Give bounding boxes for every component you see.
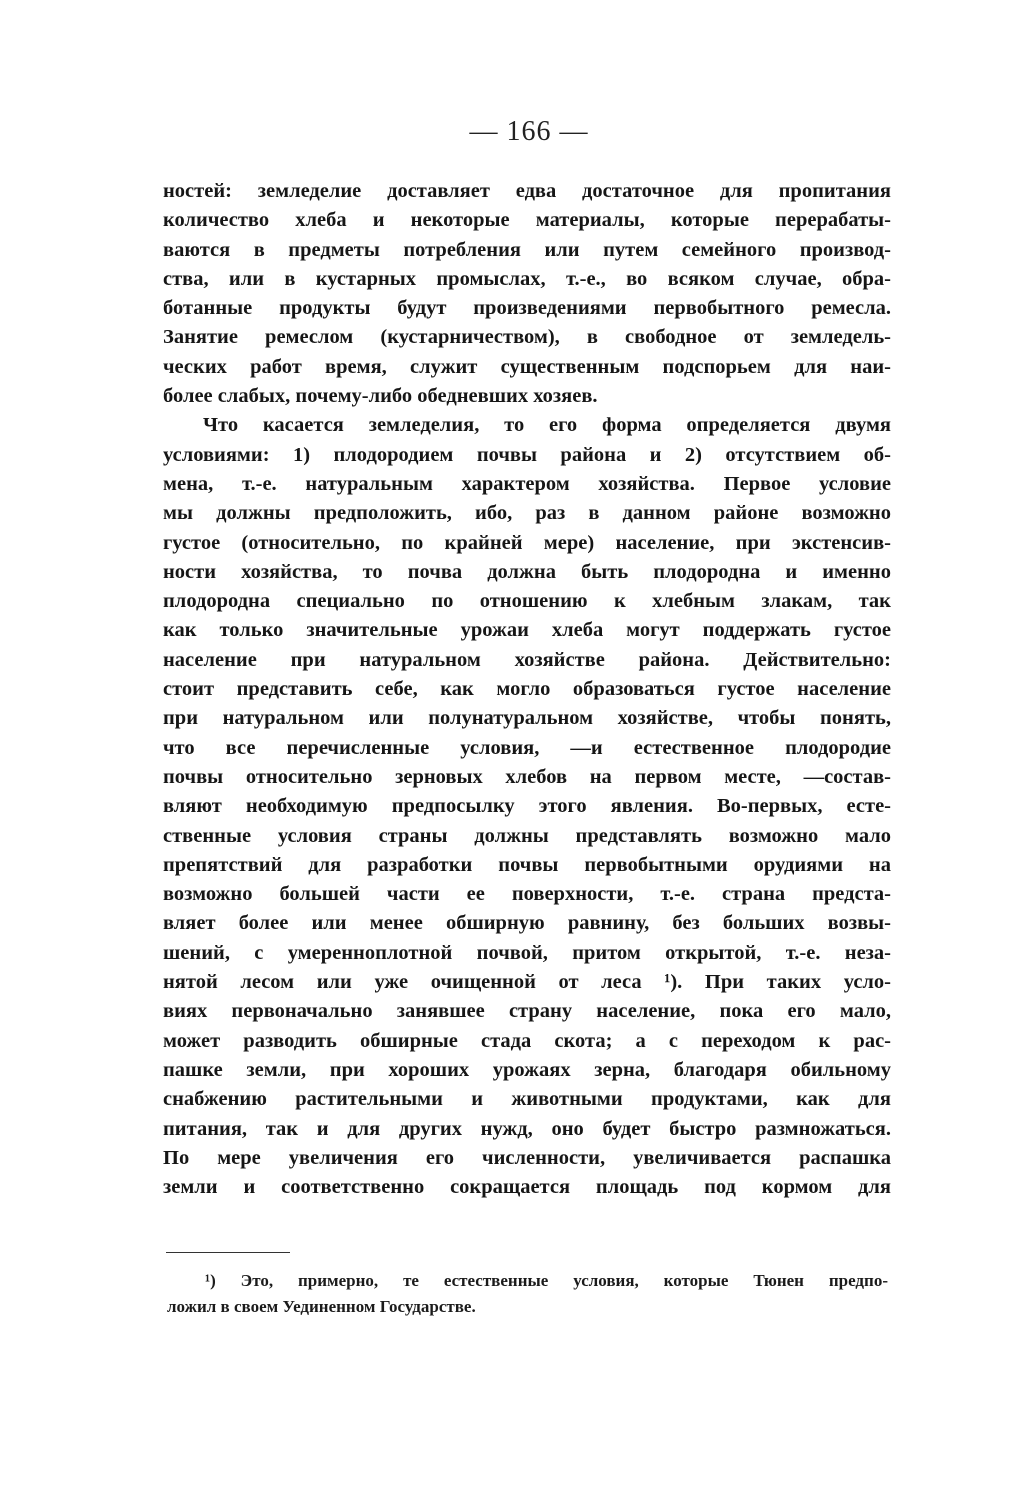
text-line: виях первоначально занявшее страну население, пока его мало,: [163, 1000, 891, 1023]
text-line: Занятие ремеслом (кустарничеством), в свободное от земледель-: [163, 326, 891, 349]
text-line: пашке земли, при хороших урожаях зерна, благодаря обильному: [163, 1058, 891, 1081]
footnote: [167, 1268, 888, 1320]
text-line: условиями: 1) плодородием почвы района и 2) отсутствием об-: [163, 443, 891, 466]
text-line: вляет более или менее обширную равнину, без больших возвы-: [163, 912, 891, 935]
paragraph-start-line: Что касается земледелия, то его форма определяется двумя: [203, 414, 891, 437]
footnote-line: ¹) Это, примерно, те естественные условия, которые Тюнен предпо-: [205, 1271, 888, 1290]
text-line: мы должны предположить, ибо, раз в данном районе возможно: [163, 502, 891, 525]
body-text: [163, 177, 891, 1202]
text-line: вляют необходимую предпосылку этого явления. Во-первых, есте-: [163, 795, 891, 818]
text-line: при натуральном или полунатуральном хозяйстве, чтобы понять,: [163, 707, 891, 730]
text-line: количество хлеба и некоторые материалы, которые перерабаты-: [163, 209, 891, 232]
text-line: нятой лесом или уже очищенной от леса ¹). При таких усло-: [163, 971, 891, 994]
text-line: препятствий для разработки почвы первобытными орудиями на: [163, 853, 891, 876]
text-line: густое (относительно, по крайней мере) население, при экстенсив-: [163, 531, 891, 554]
text-line: может разводить обширные стада скота; а с переходом к рас-: [163, 1029, 891, 1052]
text-line: ственные условия страны должны представлять возможно мало: [163, 824, 891, 847]
text-line: ностей: земледелие доставляет едва достаточное для пропитания: [163, 180, 891, 202]
text-line: стоит представить себе, как могло образоваться густое население: [163, 678, 891, 701]
text-line: мена, т.-е. натуральным характером хозяйства. Первое условие: [163, 472, 891, 495]
text-line: шений, с умеренноплотной почвой, притом открытой, т.-е. неза-: [163, 941, 891, 964]
text-line: возможно большей части ее поверхности, т.-е. страна предста-: [163, 883, 891, 906]
text-line: что все перечисленные условия, —и естественное плодородие: [163, 736, 891, 759]
footnote-divider: [166, 1252, 290, 1253]
page-number: — 166 —: [469, 116, 589, 147]
text-line: ваются в предметы потребления или путем семейного производ-: [163, 238, 891, 261]
text-line: плодородна специально по отношению к хлебным злакам, так: [163, 590, 891, 613]
text-line: ности хозяйства, то почва должна быть плодородна и именно: [163, 560, 891, 583]
text-line: население при натуральном хозяйстве района. Действительно:: [163, 648, 891, 671]
text-line: питания, так и для других нужд, оно будет быстро размножаться.: [163, 1117, 891, 1140]
text-line: ческих работ время, служит существенным подспорьем для наи-: [163, 355, 891, 378]
text-line: как только значительные урожаи хлеба могут поддержать густое: [163, 619, 891, 642]
text-line: почвы относительно зерновых хлебов на первом месте, —состав-: [163, 765, 891, 788]
text-line: По мере увеличения его численности, увеличивается распашка: [163, 1146, 891, 1169]
text-line: земли и соответственно сокращается площадь под кормом для: [163, 1176, 891, 1199]
paragraph-end-line: более слабых, почему-либо обедневших хозяев.: [163, 385, 598, 408]
text-line: ботанные продукты будут произведениями первобытного ремесла.: [163, 297, 891, 320]
text-line: ства, или в кустарных промыслах, т.-е., во всяком случае, обра-: [163, 267, 891, 290]
footnote-line: ложил в своем Уединенном Государстве.: [167, 1297, 476, 1316]
text-line: снабжению растительными и животными продуктами, как для: [163, 1088, 891, 1111]
